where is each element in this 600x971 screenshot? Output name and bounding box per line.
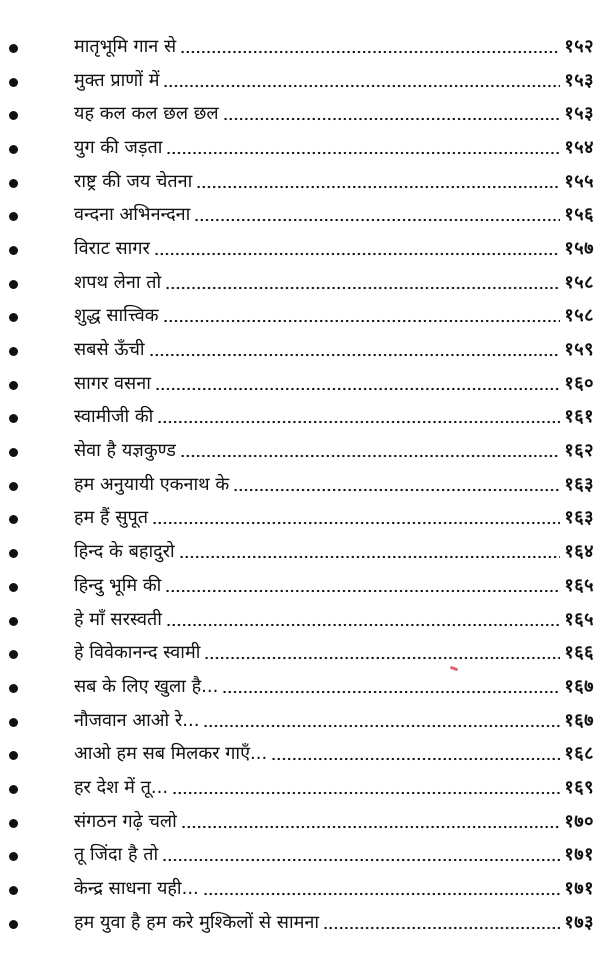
- bullet-icon: [9, 414, 18, 423]
- toc-entry: [0, 569, 600, 603]
- toc-entry-page-number: १७०: [564, 810, 594, 832]
- toc-entry-page-number: १६२: [564, 440, 594, 462]
- toc-entry: [0, 839, 600, 873]
- toc-entry-line: [74, 300, 594, 334]
- bullet-icon: [9, 718, 18, 727]
- bullet-icon: [9, 920, 18, 929]
- bullet-icon: [9, 886, 18, 895]
- bullet-icon: [9, 448, 18, 457]
- table-of-contents: [0, 30, 600, 940]
- bullet-icon: [9, 549, 18, 558]
- bullet-icon: [9, 246, 18, 255]
- dot-leader: [162, 858, 560, 862]
- toc-entry-page-number: १६५: [564, 608, 594, 630]
- toc-entry: [0, 367, 600, 401]
- toc-entry-line: [74, 805, 594, 839]
- toc-entry-line: [74, 64, 594, 98]
- toc-entry: [0, 97, 600, 131]
- toc-entry-title: युग की जड़ता: [74, 136, 163, 158]
- toc-entry: [0, 333, 600, 367]
- dot-leader: [233, 488, 560, 492]
- toc-entry-line: [74, 603, 594, 637]
- bullet-icon: [9, 381, 18, 390]
- toc-entry-title: स्वामीजी की: [74, 406, 154, 428]
- bullet-icon: [9, 819, 18, 828]
- toc-entry-page-number: १६६: [564, 642, 594, 664]
- dot-leader: [271, 757, 560, 761]
- toc-entry: [0, 30, 600, 64]
- toc-entry: [0, 906, 600, 940]
- bullet-icon: [9, 111, 18, 120]
- toc-entry-page-number: १५२: [564, 35, 594, 57]
- toc-entry-page-number: १७१: [564, 844, 594, 866]
- toc-entry: [0, 198, 600, 232]
- toc-entry-page-number: १५९: [564, 339, 594, 361]
- bullet-icon: [9, 179, 18, 188]
- toc-entry: [0, 165, 600, 199]
- toc-entry-title: शपथ लेना तो: [74, 271, 162, 293]
- toc-entry-title: तू जिंदा है तो: [74, 844, 159, 866]
- toc-entry: [0, 704, 600, 738]
- toc-entry-page-number: १५५: [564, 170, 594, 192]
- toc-entry: [0, 232, 600, 266]
- dot-leader: [154, 252, 561, 256]
- toc-entry: [0, 771, 600, 805]
- toc-entry: [0, 636, 600, 670]
- toc-entry-page-number: १६५: [564, 574, 594, 596]
- toc-entry-page-number: १७३: [564, 911, 594, 933]
- toc-entry: [0, 131, 600, 165]
- toc-entry: [0, 603, 600, 637]
- dot-leader: [166, 623, 561, 627]
- toc-entry-line: [74, 839, 594, 873]
- toc-entry-line: [74, 535, 594, 569]
- dot-leader: [196, 185, 560, 189]
- toc-entry-title: हे माँ सरस्वती: [74, 608, 162, 630]
- toc-entry: [0, 401, 600, 435]
- bullet-icon: [9, 280, 18, 289]
- toc-entry-line: [74, 502, 594, 536]
- toc-entry-line: [74, 569, 594, 603]
- bullet-icon: [9, 751, 18, 760]
- toc-entry-title: विराट सागर: [74, 237, 150, 259]
- bullet-icon: [9, 785, 18, 794]
- toc-entry-line: [74, 771, 594, 805]
- bullet-icon: [9, 44, 18, 53]
- dot-leader: [223, 117, 561, 121]
- toc-entry-line: [74, 97, 594, 131]
- toc-entry-page-number: १६०: [564, 372, 594, 394]
- bullet-icon: [9, 650, 18, 659]
- toc-entry-line: [74, 198, 594, 232]
- dot-leader: [172, 791, 560, 795]
- toc-entry-line: [74, 367, 594, 401]
- bullet-icon: [9, 852, 18, 861]
- dot-leader: [165, 589, 560, 593]
- toc-entry-title: मातृभूमि गान से: [74, 35, 177, 57]
- toc-entry-line: [74, 401, 594, 435]
- toc-entry-line: [74, 872, 594, 906]
- toc-entry-title: हिन्द के बहादुरो: [74, 541, 175, 563]
- toc-entry-page-number: १५८: [564, 271, 594, 293]
- toc-entry: [0, 300, 600, 334]
- toc-entry-line: [74, 468, 594, 502]
- dot-leader: [166, 151, 560, 155]
- toc-entry-line: [74, 333, 594, 367]
- bullet-icon: [9, 78, 18, 87]
- toc-entry-title: सेवा है यज्ञकुण्ड: [74, 440, 176, 462]
- dot-leader: [149, 353, 561, 357]
- toc-entry-line: [74, 906, 594, 940]
- toc-entry-page-number: १७१: [564, 878, 594, 900]
- dot-leader: [165, 286, 560, 290]
- toc-entry: [0, 434, 600, 468]
- toc-entry: [0, 737, 600, 771]
- toc-entry-page-number: १५३: [564, 103, 594, 125]
- toc-entry: [0, 805, 600, 839]
- toc-entry-line: [74, 165, 594, 199]
- toc-entry-page-number: १५८: [564, 305, 594, 327]
- bullet-icon: [9, 583, 18, 592]
- toc-entry: [0, 872, 600, 906]
- toc-entry-title: वन्दना अभिनन्दना: [74, 204, 191, 226]
- toc-entry: [0, 266, 600, 300]
- toc-entry: [0, 468, 600, 502]
- toc-entry-title: मुक्त प्राणों में: [74, 69, 160, 91]
- toc-entry-title: हम अनुयायी एकनाथ के: [74, 473, 230, 495]
- bullet-icon: [9, 145, 18, 154]
- toc-entry-line: [74, 737, 594, 771]
- toc-entry-line: [74, 434, 594, 468]
- toc-entry-title: यह कल कल छल छल: [74, 103, 219, 125]
- toc-entry-title: केन्द्र साधना यही...: [74, 878, 199, 900]
- toc-entry-page-number: १५७: [564, 237, 594, 259]
- toc-entry-line: [74, 266, 594, 300]
- toc-entry-title: नौजवान आओ रे...: [74, 709, 200, 731]
- dot-leader: [157, 420, 560, 424]
- dot-leader: [179, 555, 561, 559]
- dot-leader: [155, 387, 561, 391]
- bullet-icon: [9, 347, 18, 356]
- dot-leader: [181, 825, 561, 829]
- toc-entry-title: हम युवा है हम करे मुश्किलों से सामना: [74, 911, 320, 933]
- toc-entry-title: सब के लिए खुला है...: [74, 675, 219, 697]
- toc-entry-title: आओ हम सब मिलकर गाएँ...: [74, 743, 268, 765]
- dot-leader: [222, 690, 560, 694]
- toc-entry-title: सबसे ऊँची: [74, 339, 145, 361]
- dot-leader: [152, 521, 560, 525]
- dot-leader: [180, 50, 560, 54]
- toc-entry-title: संगठन गढ़े चलो: [74, 810, 177, 832]
- toc-entry-page-number: १६३: [564, 507, 594, 529]
- toc-entry-page-number: १६७: [564, 675, 594, 697]
- dot-leader: [163, 319, 561, 323]
- toc-entry-line: [74, 30, 594, 64]
- bullet-icon: [9, 515, 18, 524]
- dot-leader: [194, 218, 560, 222]
- dot-leader: [323, 926, 560, 930]
- toc-entry-page-number: १६१: [564, 406, 594, 428]
- toc-entry-line: [74, 232, 594, 266]
- toc-entry-title: शुद्ध सात्त्विक: [74, 305, 159, 327]
- dot-leader: [203, 724, 560, 728]
- toc-entry: [0, 670, 600, 704]
- bullet-icon: [9, 313, 18, 322]
- toc-entry-title: हर देश में तू...: [74, 776, 169, 798]
- toc-entry-title: हे विवेकानन्द स्वामी: [74, 642, 201, 664]
- toc-entry-line: [74, 636, 594, 670]
- bullet-icon: [9, 482, 18, 491]
- toc-entry-line: [74, 704, 594, 738]
- bullet-icon: [9, 684, 18, 693]
- toc-entry: [0, 64, 600, 98]
- toc-entry-page-number: १५३: [564, 69, 594, 91]
- dot-leader: [203, 892, 561, 896]
- toc-entry-title: हिन्दु भूमि की: [74, 574, 162, 596]
- toc-entry-title: सागर वसना: [74, 372, 151, 394]
- dot-leader: [180, 454, 561, 458]
- dot-leader: [163, 84, 560, 88]
- toc-entry-page-number: १६८: [564, 743, 594, 765]
- toc-entry-line: [74, 670, 594, 704]
- bullet-icon: [9, 617, 18, 626]
- toc-entry-page-number: १६४: [564, 541, 594, 563]
- toc-entry-line: [74, 131, 594, 165]
- toc-entry-page-number: १५६: [564, 204, 594, 226]
- bullet-icon: [9, 212, 18, 221]
- toc-entry-page-number: १५४: [564, 136, 594, 158]
- toc-entry: [0, 535, 600, 569]
- toc-entry-title: राष्ट्र की जय चेतना: [74, 170, 193, 192]
- toc-entry-title: हम हैं सुपूत: [74, 507, 148, 529]
- toc-entry-page-number: १६३: [564, 473, 594, 495]
- dot-leader: [204, 656, 560, 660]
- toc-entry: [0, 502, 600, 536]
- toc-entry-page-number: १६९: [564, 776, 594, 798]
- toc-entry-page-number: १६७: [564, 709, 594, 731]
